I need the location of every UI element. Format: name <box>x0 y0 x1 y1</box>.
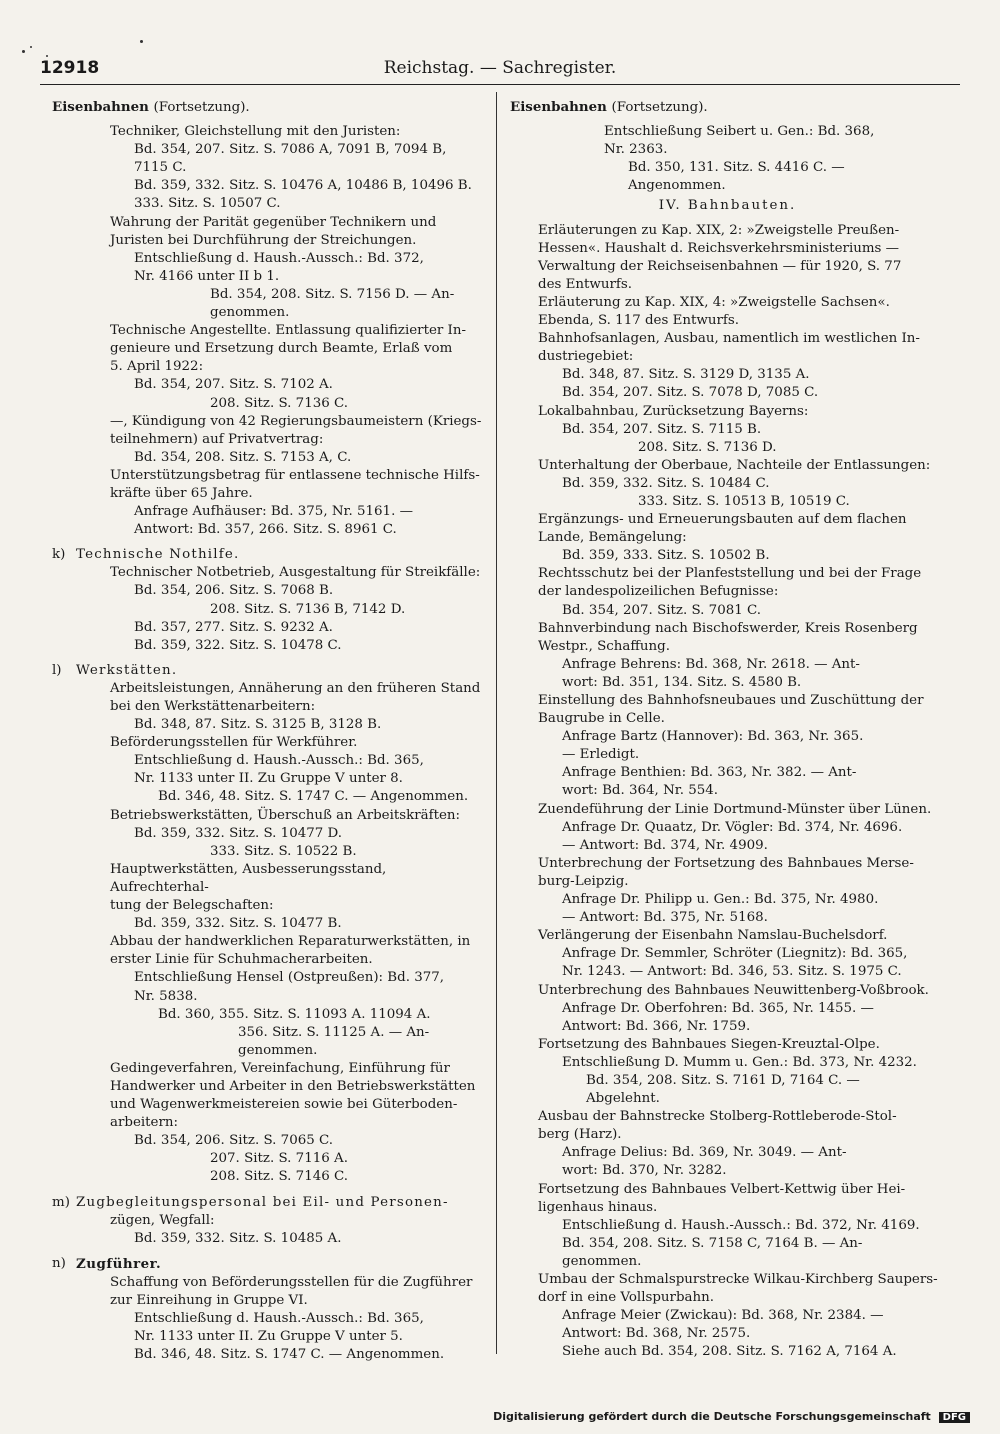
index-line: ligenhaus hinaus. <box>538 1199 658 1215</box>
index-line: wort: Bd. 364, Nr. 554. <box>562 783 719 799</box>
index-line: kräfte über 65 Jahre. <box>110 485 253 501</box>
index-line: Fortsetzung des Bahnbaues Siegen-Kreuztal-Olpe. <box>538 1036 880 1052</box>
page-number: 12918 <box>40 58 100 78</box>
index-line: Unterhaltung der Oberbaue, Nachteile der Entlassungen: <box>538 457 931 473</box>
index-line: 333. Sitz. S. 10522 B. <box>210 843 357 859</box>
index-line: 5. April 1922: <box>110 359 204 375</box>
subsection-heading-k <box>52 546 487 564</box>
index-line: Nr. 1133 unter II. Zu Gruppe V unter 5. <box>134 1329 403 1345</box>
index-line: Hauptwerkstätten, Ausbesserungsstand, Aufrechterhal- <box>110 861 387 895</box>
entry-block <box>510 123 945 195</box>
index-line: Anfrage Dr. Semmler, Schröter (Liegnitz): Bd. 365, <box>562 946 908 962</box>
index-line: des Entwurfs. <box>538 276 632 292</box>
index-line: Nr. 4166 unter II b 1. <box>134 268 280 284</box>
index-line: 208. Sitz. S. 7146 C. <box>210 1169 349 1185</box>
index-line: Siehe auch Bd. 354, 208. Sitz. S. 7162 A, 7164 A. <box>562 1344 897 1360</box>
index-line: 7115 C. <box>134 160 187 176</box>
index-line: arbeitern: <box>110 1115 179 1131</box>
index-line: bei den Werkstättenarbeitern: <box>110 699 316 714</box>
index-line: Bd. 346, 48. Sitz. S. 1747 C. — Angenommen. <box>158 789 469 805</box>
subsection-letter: l) <box>52 662 62 678</box>
index-line: Antwort: Bd. 368, Nr. 2575. <box>562 1326 751 1342</box>
index-line: Bd. 354, 208. Sitz. S. 7156 D. — An- <box>210 286 455 302</box>
index-line: berg (Harz). <box>538 1127 622 1143</box>
subsection-title: Werkstätten. <box>76 662 178 678</box>
index-line: Wahrung der Parität gegenüber Technikern und <box>110 214 437 230</box>
subsection-title: Zugbegleitungspersonal bei Eil- und Personen- <box>76 1194 449 1210</box>
section-continuation: (Fortsetzung). <box>611 100 708 115</box>
index-line: Anfrage Dr. Oberfohren: Bd. 365, Nr. 1455. — <box>562 1000 874 1016</box>
index-line: Verlängerung der Eisenbahn Namslau-Buchelsdorf. <box>538 928 888 944</box>
index-line: Baugrube in Celle. <box>538 711 665 727</box>
index-line: Erläuterungen zu Kap. XIX, 2: »Zweigstelle Preußen- <box>538 222 900 238</box>
entry-block <box>52 1274 487 1364</box>
index-line: Fortsetzung des Bahnbaues Velbert-Kettwig über Hei- <box>538 1181 906 1197</box>
index-line: 356. Sitz. S. 11125 A. — An- <box>238 1024 430 1040</box>
index-line: Nr. 1133 unter II. Zu Gruppe V unter 8. <box>134 771 403 787</box>
index-line: Entschließung d. Haush.-Aussch.: Bd. 372, <box>134 250 424 266</box>
index-line: 207. Sitz. S. 7116 A. <box>210 1151 348 1167</box>
index-line: Entschließung d. Haush.-Aussch.: Bd. 365, <box>134 1311 424 1327</box>
index-line: 208. Sitz. S. 7136 C. <box>210 395 349 411</box>
index-line: 333. Sitz. S. 10507 C. <box>134 196 281 212</box>
index-line: Nr. 5838. <box>134 988 198 1004</box>
index-line: Bd. 354, 206. Sitz. S. 7065 C. <box>134 1133 334 1149</box>
index-line: Bd. 354, 206. Sitz. S. 7068 B. <box>134 583 334 599</box>
index-line: Entschließung Seibert u. Gen.: Bd. 368, <box>604 124 875 140</box>
index-line: wort: Bd. 370, Nr. 3282. <box>562 1163 727 1179</box>
index-line: Einstellung des Bahnhofsneubaues und Zuschüttung der <box>538 693 924 708</box>
index-line: und Wagenwerkmeistereien sowie bei Güterboden- <box>110 1097 458 1113</box>
index-line: Entschließung D. Mumm u. Gen.: Bd. 373, Nr. 4232. <box>562 1054 917 1070</box>
index-line: Bahnverbindung nach Bischofswerder, Kreis Rosenberg <box>538 620 918 636</box>
left-column <box>52 98 487 1364</box>
index-line: Bd. 354, 208. Sitz. S. 7158 C, 7164 B. — An- <box>562 1235 863 1251</box>
index-line: zur Einreihung in Gruppe VI. <box>110 1293 308 1308</box>
index-line: Anfrage Delius: Bd. 369, Nr. 3049. — Ant- <box>562 1145 847 1161</box>
index-line: Antwort: Bd. 357, 266. Sitz. S. 8961 C. <box>134 522 397 538</box>
index-line: Umbau der Schmalspurstrecke Wilkau-Kirchberg Saupers- <box>538 1272 938 1287</box>
index-line: burg-Leipzig. <box>538 873 629 889</box>
index-line: Technischer Notbetrieb, Ausgestaltung für Streikfälle: <box>110 565 481 581</box>
index-line: Schaffung von Beförderungsstellen für die Zugführer <box>110 1274 473 1290</box>
header-rule <box>40 84 960 85</box>
entry-block <box>510 222 945 1362</box>
index-line: —, Kündigung von 42 Regierungsbaumeistern (Kriegs- <box>110 413 482 429</box>
scan-speck <box>22 50 25 53</box>
entry-block <box>52 1212 487 1248</box>
index-line: tung der Belegschaften: <box>110 898 274 914</box>
index-line: zügen, Wegfall: <box>110 1212 215 1228</box>
index-line: Bd. 360, 355. Sitz. S. 11093 A. 11094 A. <box>158 1006 431 1022</box>
subsection-title: Technische Nothilfe. <box>76 547 240 563</box>
index-line: Ergänzungs- und Erneuerungsbauten auf dem flachen <box>538 512 907 528</box>
index-line: Anfrage Benthien: Bd. 363, Nr. 382. — Ant- <box>562 765 857 781</box>
index-line: genieure und Ersetzung durch Beamte, Erlaß vom <box>110 341 453 357</box>
section-title: Eisenbahnen <box>510 99 607 115</box>
index-line: Anfrage Meier (Zwickau): Bd. 368, Nr. 2384. — <box>562 1308 884 1324</box>
subsection-heading-m <box>52 1194 487 1212</box>
section-continuation: (Fortsetzung). <box>153 100 250 115</box>
index-line: Betriebswerkstätten, Überschuß an Arbeitskräften: <box>110 807 461 823</box>
index-line: Antwort: Bd. 366, Nr. 1759. <box>562 1018 751 1034</box>
index-line: — Antwort: Bd. 375, Nr. 5168. <box>562 910 768 926</box>
index-line: Anfrage Dr. Philipp u. Gen.: Bd. 375, Nr. 4980. <box>562 892 879 908</box>
index-line: Technische Angestellte. Entlassung qualifizierter In- <box>110 323 466 339</box>
section-heading <box>52 98 487 117</box>
section-title: Eisenbahnen <box>52 99 149 115</box>
scan-speck <box>140 40 143 43</box>
index-line: Bd. 350, 131. Sitz. S. 4416 C. — Angenommen. <box>628 160 845 194</box>
index-line: Hessen«. Haushalt d. Reichsverkehrsministeriums — <box>538 240 900 256</box>
subsection-letter: m) <box>52 1194 70 1210</box>
right-column <box>510 98 945 1361</box>
index-line: teilnehmern) auf Privatvertrag: <box>110 431 324 447</box>
index-line: Ausbau der Bahnstrecke Stolberg-Rottleberode-Stol- <box>538 1109 897 1125</box>
entry-block <box>52 680 487 1187</box>
roman-section-heading: IV. Bahnbauten. <box>658 198 797 214</box>
index-line: Verwaltung der Reichseisenbahnen — für 1920, S. 77 <box>538 258 902 274</box>
index-line: dustriegebiet: <box>538 349 634 365</box>
index-line: Gedingeverfahren, Vereinfachung, Einführung für <box>110 1060 450 1076</box>
index-line: genommen. <box>210 305 290 321</box>
subsection-heading-l <box>52 662 487 680</box>
index-line: Bahnhofsanlagen, Ausbau, namentlich im westlichen In- <box>538 331 920 347</box>
index-line: erster Linie für Schuhmacherarbeiten. <box>110 952 373 968</box>
subsection-heading-n <box>52 1255 487 1274</box>
running-title: Reichstag. — Sachregister. <box>383 58 617 78</box>
index-line: Bd. 357, 277. Sitz. S. 9232 A. <box>134 619 333 635</box>
index-line: Unterstützungsbetrag für entlassene technische Hilfs- <box>110 467 480 483</box>
index-line: — Erledigt. <box>562 747 640 763</box>
subsection-letter: k) <box>52 547 66 563</box>
index-line: 333. Sitz. S. 10513 B, 10519 C. <box>638 493 850 509</box>
index-line: Bd. 359, 332. Sitz. S. 10477 B. <box>134 916 342 932</box>
footer-text: Digitalisierung gefördert durch die Deutsche Forschungsgemeinschaft <box>493 1410 931 1423</box>
index-line: genommen. <box>562 1253 642 1269</box>
index-line: Bd. 354, 207. Sitz. S. 7102 A. <box>134 377 333 393</box>
index-line: Bd. 348, 87. Sitz. S. 3125 B, 3128 B. <box>134 717 382 733</box>
index-line: Techniker, Gleichstellung mit den Juristen: <box>110 124 401 140</box>
index-line: Nr. 2363. <box>604 142 668 158</box>
index-line: Rechtsschutz bei der Planfeststellung und bei der Frage <box>538 566 922 582</box>
scan-speck <box>46 55 48 57</box>
index-line: 208. Sitz. S. 7136 D. <box>638 439 777 455</box>
index-line: Beförderungsstellen für Werkführer. <box>110 735 358 751</box>
index-line: Anfrage Dr. Quaatz, Dr. Vögler: Bd. 374, Nr. 4696. <box>562 819 903 835</box>
column-divider <box>496 92 497 1354</box>
index-line: Bd. 354, 207. Sitz. S. 7086 A, 7091 B, 7094 B, <box>134 142 447 158</box>
index-line: Bd. 359, 332. Sitz. S. 10476 A, 10486 B, 10496 B. <box>134 178 472 194</box>
index-line: Bd. 354, 208. Sitz. S. 7153 A, C. <box>134 449 352 465</box>
index-line: Juristen bei Durchführung der Streichungen. <box>110 232 417 248</box>
scan-speck <box>30 46 32 48</box>
index-line: Bd. 359, 333. Sitz. S. 10502 B. <box>562 548 770 564</box>
page-header <box>40 58 960 82</box>
index-line: Bd. 354, 207. Sitz. S. 7115 B. <box>562 421 762 437</box>
subsection-letter: n) <box>52 1255 66 1271</box>
index-line: Bd. 359, 322. Sitz. S. 10478 C. <box>134 637 342 653</box>
index-line: Arbeitsleistungen, Annäherung an den früheren Stand <box>110 680 481 696</box>
index-line: Ebenda, S. 117 des Entwurfs. <box>538 313 739 329</box>
index-line: Westpr., Schaffung. <box>538 638 670 654</box>
index-line: Anfrage Behrens: Bd. 368, Nr. 2618. — Ant- <box>562 656 860 672</box>
index-line: Abgelehnt. <box>586 1091 660 1107</box>
index-line: Entschließung d. Haush.-Aussch.: Bd. 365, <box>134 753 424 769</box>
index-line: Abbau der handwerklichen Reparaturwerkstätten, in <box>110 934 471 950</box>
section-heading <box>510 98 945 117</box>
index-line: Entschließung Hensel (Ostpreußen): Bd. 377, <box>134 970 445 986</box>
index-line: Anfrage Bartz (Hannover): Bd. 363, Nr. 365. <box>562 729 864 745</box>
index-line: der landespolizeilichen Befugnisse: <box>538 584 779 600</box>
index-line: Bd. 359, 332. Sitz. S. 10477 D. <box>134 825 343 841</box>
dfg-logo: DFG <box>939 1412 970 1423</box>
index-line: wort: Bd. 351, 134. Sitz. S. 4580 B. <box>562 674 802 690</box>
index-line: genommen. <box>238 1042 318 1058</box>
index-line: Erläuterung zu Kap. XIX, 4: »Zweigstelle Sachsen«. <box>538 294 890 310</box>
entry-block <box>52 564 487 654</box>
index-line: Handwerker und Arbeiter in den Betriebswerkstätten <box>110 1078 476 1094</box>
index-line: Entschließung d. Haush.-Aussch.: Bd. 372, Nr. 4169. <box>562 1217 920 1233</box>
index-line: Unterbrechung des Bahnbaues Neuwittenberg-Voßbrook. <box>538 982 929 998</box>
index-line: Anfrage Aufhäuser: Bd. 375, Nr. 5161. — <box>134 504 413 520</box>
index-line: Bd. 359, 332. Sitz. S. 10484 C. <box>562 475 770 491</box>
index-line: Nr. 1243. — Antwort: Bd. 346, 53. Sitz. S. 1975 C. <box>562 964 902 980</box>
subsection-title: Zugführer. <box>76 1255 162 1272</box>
index-line: Lande, Bemängelung: <box>538 530 687 546</box>
index-line: dorf in eine Vollspurbahn. <box>538 1290 715 1306</box>
index-line: Zuendeführung der Linie Dortmund-Münster über Lünen. <box>538 801 932 817</box>
index-line: 208. Sitz. S. 7136 B, 7142 D. <box>210 601 406 617</box>
index-line: Bd. 354, 207. Sitz. S. 7078 D, 7085 C. <box>562 385 819 401</box>
index-line: Bd. 348, 87. Sitz. S. 3129 D, 3135 A. <box>562 367 810 383</box>
index-line: Bd. 359, 332. Sitz. S. 10485 A. <box>134 1230 342 1246</box>
digitization-footer <box>493 1410 970 1423</box>
index-line: — Antwort: Bd. 374, Nr. 4909. <box>562 837 768 853</box>
index-line: Unterbrechung der Fortsetzung des Bahnbaues Merse- <box>538 855 914 871</box>
index-line: Lokalbahnbau, Zurücksetzung Bayerns: <box>538 403 809 419</box>
entry-block <box>52 123 487 539</box>
index-line: Bd. 354, 208. Sitz. S. 7161 D, 7164 C. — <box>586 1072 860 1088</box>
index-line: Bd. 346, 48. Sitz. S. 1747 C. — Angenommen. <box>134 1347 445 1363</box>
index-line: Bd. 354, 207. Sitz. S. 7081 C. <box>562 602 762 618</box>
